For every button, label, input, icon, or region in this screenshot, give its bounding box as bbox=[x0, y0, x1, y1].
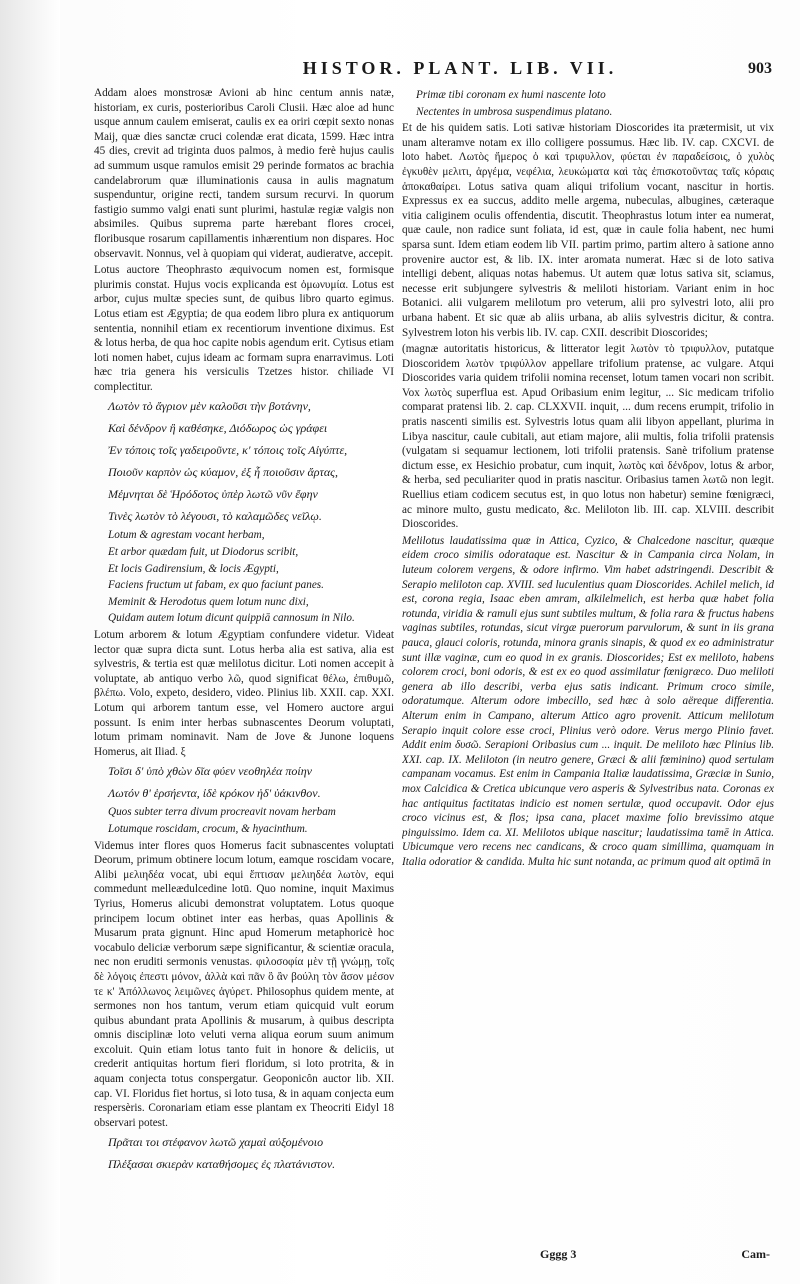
latin-verse-line: Lotum & agrestam vocant herbam, bbox=[108, 529, 265, 542]
latin-verse-line: Quos subter terra divum procreavit novam herbam bbox=[108, 806, 336, 819]
page-number: 903 bbox=[748, 60, 772, 77]
latin-verse-line: Meminit & Herodotus quem lotum nunc dixi, bbox=[108, 595, 309, 608]
greek-verse-line: Λωτόν θ' ἑρσήεντα, ἰδὲ κρόκον ἠδ' ὑάκινθον. bbox=[108, 786, 321, 801]
latin-verse-line: Et locis Gadirensium, & locis Ægypti, bbox=[108, 562, 279, 575]
greek-verse-line: Πλέξασαι σκιερὰν καταθήσομες ἐς πλατάνιστον. bbox=[108, 1157, 336, 1172]
latin-verse-line: Quidam autem lotum dicunt quippiā cannosum in Nilo. bbox=[108, 612, 355, 625]
greek-verse-line: Λωτὸν τὸ ἄγριον μὲν καλοῦσι τὴν βοτάνην, bbox=[108, 399, 311, 414]
greek-verse-line: Καὶ δένδρον ἢ καθέσηκε, Διόδωρος ὡς γράφει bbox=[108, 421, 328, 436]
latin-verse-line: Et arbor quædam fuit, ut Diodorus scribit, bbox=[108, 546, 299, 559]
gutter-shadow bbox=[0, 0, 60, 1284]
signature-mark: Gggg 3 bbox=[540, 1247, 577, 1261]
left-column bbox=[94, 86, 394, 1266]
greek-verse-line: Τοῖσι δ' ὑπὸ χθὼν δῖα φύεν νεοθηλέα ποίην bbox=[108, 764, 312, 779]
paragraph-lotus-arbor: Lotum arborem & lotum Ægyptiam confundere videtur. Videat lector quæ supra dicta sunt. Lotus herba alia est sativa, alia est sylvestris, & tertia est quæ melilotus dicitur. Loti nomen accepit à voluptate, ab antiquo verbo λῶ, quod significat θέλω, ἐπιθυμῶ, βλέπω. Volo, expeto, desidero, video. Plinius lib. XXII. cap. XXI. Lotum qui arborem tantum esse, vel Homero auctore argui possunt. Is enim inter herbas subnascentes Deorum voluptati, lotum primam nominavit. Nam de Jove & Junone loquens Homerus, ait Iliad. ξ bbox=[94, 629, 394, 758]
greek-verse-block bbox=[94, 396, 394, 526]
greek-verse-line: Τινὲς λωτὸν τὸ λέγουσι, τὸ καλαμῶδες νεῖλῳ. bbox=[108, 509, 322, 524]
paragraph-lotus-intro: Lotus auctore Theophrasto æquivocum nomen est, formisque plurimis constat. Hujus vocis explicanda est ὁμωνυμία. Lotus est arbor, cujus multæ species sunt, de quibus libro quarto egimus. Lotus etiam est Ægyptia; de qua eodem libro plura ex antiquorum sententia, nonnihil etiam ex recentiorum inventione diximus. Est & lotus herba, de qua hoc capite nobis agendum erit. Cytisus etiam loti nomen habet, cujus ideam ac formam supra enarravimus. Loti hæc tria genera his versiculis Tzetzes histor. chiliade VI complectitur. bbox=[94, 264, 394, 393]
paragraph-lotus-sativa: Et de his quidem satis. Loti sativæ historiam Dioscorides ita prætermisit, ut vix unam alteramve notam ex illo colligere possumus. Hæc lib. IV. cap. CXCVI. de loto habet. Λωτὸς ἥμερος ὁ καὶ τριφυλλον, φύεται ἐν παραδείσοις, ὁ χυλὸς ἐγκυθὲν μελιτι, ἀργέμα, νεφέλια, λευκώματα καὶ τὰς ἐπισκοτοῦντας ταῖς κόραις ἀποκαθαίρει. Lotus sativa quam aliqui trifolium vocant, nascitur in hortis. Expressus ex ea succus, addito melle argema, nubeculas, albugines, cæteraque vitia caliginem oculis offendentia, discutit. Theophrastus lotum inter ea numerat, quæ caule, non radice sunt foliata, id est, quæ in caule folia habent, nec humi sparsa sunt. Idem etiam eodem lib VII. partim primo, partim altero à satione anno provenire auctor est, & lib. IX. inter aromata numerat. Hæc si de loto sativa intelligi debent, aliquas notas habemus. Ut autem quæ lotus sativa sit, sciamus, necesse erit subjungere sylvestris & meliloti historiam. Variant enim in hoc Botanici. alii vulgarem melilotum pro veterum, alii pro sylvestri loto, alii pro urbana habent. Et sic quæ ab aliis urbana, ab aliis sylvestris dicitur, & contra. Sylvestrem loton his verbis lib. IV. cap. CXII. describit Dioscorides; bbox=[402, 122, 774, 339]
right-column bbox=[402, 86, 774, 1236]
greek-verse-block-3 bbox=[94, 1132, 394, 1174]
paragraph-trifolium: (magnæ autoritatis historicus, & litterator legit λωτὸν τὸ τριφυλλον, putatque Dioscoridem λωτὸν τριφύλλον appellare trifolium pratense, ac vulgare. Atqui Dioscorides varia quidem trifolii nomina recenset, lotum tamen vocari non scribit. Vox λωτὸς superflua est. Apud Oribasium enim legitur, ... Sic medicam trifolio comparat pratensi lib. 2. cap. CLXXVII. inquit, ... dum recens erumpit, trifolio in pratis nascenti similis est. Sylvestris lotus quam alii libyon appellant, plurima in Libya nascitur, caule cubitali, aut etiam majore, alii multis, folia trifolii pratensis (vulgatam si sequamur lectionem, loti trifolii pratensis. Sanè trifolium pratense dictum esse, ex Hesichio probatur, cum inquit, λωτὸς καὶ δένδρον, lotus & arbor, & herba, sed peculiariter quod in pratis nascitur. Oribasius tamen λωτῶ non legit. Ruellius etiam codicem secutus est, in quo lotus non habetur) semine fœnigræci, ac minore multo, gustu medicato, &c. Meliloton lib. III. cap. XLVIII. describit Dioscorides. bbox=[402, 343, 774, 531]
latin-verse-line: Nectentes in umbrosa suspendimus platano. bbox=[416, 105, 613, 118]
latin-verse-block bbox=[94, 528, 394, 626]
latin-verse-block-2 bbox=[94, 805, 394, 836]
paragraph-homer: Videmus inter flores quos Homerus facit subnascentes voluptati Deorum, primum obtinere locum lotum, eamque roscidam vocare, Alibi μελιηδέα vocat, ubi equi ἔπτισαν μελιηδέα λωτὸν, equi commedunt melleædulcedine lotū. Quo nomine, inquit Maximus Tyrius, Homerus alicubi demonstrat voluptatem. Lotus quoque principem locum obtinet inter eas herbas, quas Apollinis & Musarum prata gignunt. Hinc apud Homerum metaphoricè hoc vocabulo deliciæ verborum sæpe significantur, & scientiæ oracula, nec non eruditi sermonis venustas. φιλοσοφία μὲν τῇ γνώμῃ, τοῖς δὲ λόγοις ἐπεστι μόνον, ἀλλὰ καὶ πᾶν ὃ ἂν βούλη τὸν ἄσον μέσον τε κ' Ἀπόλλωνος λειμῶνες ἀγύρετ. Philosophus quidem mente, at sermones non hos tantum, verum etiam quicquid vult eorum quibus abundant prata Apollinis & musarum, à quibus descripta omnis disciplinæ loto veluti verna aliqua eorum suum animum excoluit. Quin etiam lotus tanto fuit in honore & deliciis, ut crederit antiquitas hortum fieri floridum, si loto protrita, & in aquam conjecta totus conspergatur. Geoponicôn auctor lib. XII. cap. VI. Floridus fiet hortus, si loto tusa, & in aquam conjecta eum respersèris. Coronariam etiam esse plantam ex Theocriti Eidyl 18 observari potest. bbox=[94, 839, 394, 1129]
greek-verse-line: Ποιοῦν καρπὸν ὡς κύαμον, ἐξ ἧ ποιοῦσιν ἄρτας, bbox=[108, 465, 339, 480]
greek-verse-line: Μέμνηται δὲ Ἡρόδοτος ὑπὲρ λωτῶ νῦν ἔφην bbox=[108, 487, 318, 502]
catchword: Cam- bbox=[741, 1247, 770, 1261]
greek-verse-block-2 bbox=[94, 761, 394, 803]
latin-verse-line: Faciens fructum ut fabam, ex quo faciunt panes. bbox=[108, 579, 324, 592]
running-title: HISTOR. PLANT. LIB. VII. bbox=[302, 58, 618, 78]
paragraph-melilotus: Melilotus laudatissima quæ in Attica, Cyzico, & Chalcedone nascitur, quæque eidem croco similis odorataque est. Nascitur & in Campania circa Nolam, in luteum colorem vergens, & odore infirmo. Vim habet adstringendi. Describit & Serapio meliloton cap. XVIII. sed luculentius quam Dioscorides. Achilel melich, id est, corona regia, Isaac eben amram, alkilelmelich, est herba quæ habet folia rotunda, viridia & ramuli ejus sunt subtiles multum, & folia rara & fructus habens vaginas subtiles, rotundas, sicut virgæ puerorum parvulorum, & sunt in iis grana pauca, glauci coloris, rotunda, minora granis sinapis, & quod ex eo administratur sunt illæ vaginæ, cum eo quod in ex granis. Dioscorides; Est ex meliloto, habens colorem croci, boni odoris, & est ex eo quod assimilatur fœnigræco. Duo meliloti genera ab illo describi, verba ejus satis indicant. Primum croco simile, odoratumque. Alterum odore imbecillo, sed hæc à solo aëreque differentia. Alterum enim in Campano, alterum Attico agro provenit. Atticum melilotum Serapio inquit colore esse croci, Plinius verò odore. Verus mergo Plinio favet. Addit enim δυσῶ. Serapioni Oribasius cum ... inquit. De meliloto hæc Plinius lib. XXI. cap. IX. Meliloton (in neutro genere, Græci & alii fœminino) quod sertulam campanam vocamus. Est enim in Campania Italiæ laudatissima, Græciæ in Sunio, mox Calcidica & Cretica ubicunque vero asperis & Sylvestribus nata. Coronas ex hac antiquitus factitatas indicio est nomen sertulæ, quod occupavit. Odor ejus croco vicinus est, & flos; ipsa cana, placet maxime folio brevissimo atque pinguissimo. Idem ca. XI. Melilotos ubique nascitur; laudatissima tamē in Attica. Ubicumque vero recens nec candicans, & croco quam simillima, quamquam in Italia odoratior & candida. Multa hic sunt notanda, ac primum quod ait optimā in bbox=[402, 534, 774, 868]
greek-verse-line: Ἐν τόποις τοῖς γαδειροῦντε, κ' τόποις τοῖς Αἰγύπτε, bbox=[108, 443, 348, 458]
paragraph-aloe: Addam aloes monstrosæ Avioni ab hinc centum annis natæ, historiam, ex curis, posterioribus Caroli Clusii. Hæc aloe ad hunc usque annum caulem emiserat, caulis ex ea oriri cœpit sexto nonas Maij, quæ dies sanctæ cruci colendæ erat dicata, 1599. Hæc intra 45 dies, crevit ad triginta duos palmos, à medio ferè hujus caulis ad summum usque ramulos emisit 29 perinde formatos ac brachia candelabrorum quæ illuminationis causa in aulis magnatum suspenduntur, origine recti, tandem sursum recurvi. In quorum fastigio summo valgi enati sunt plurimi, hastulæ regiæ valgis non absimiles. Quibus suprema parte hærebant flores crocei, floribusque rosarum capillamentis inhærentium non dispares. Hoc observavit. Nonnus, vel à quopiam qui viderat, audieratve, accepit. bbox=[94, 87, 394, 260]
greek-verse-line: Πρᾶται τοι στέφανον λωτῶ χαμαὶ αὐξομένοιο bbox=[108, 1135, 324, 1150]
latin-verse-line: Lotumque roscidam, crocum, & hyacinthum. bbox=[108, 822, 308, 835]
latin-verse-line: Primæ tibi coronam ex humi nascente loto bbox=[416, 89, 606, 101]
